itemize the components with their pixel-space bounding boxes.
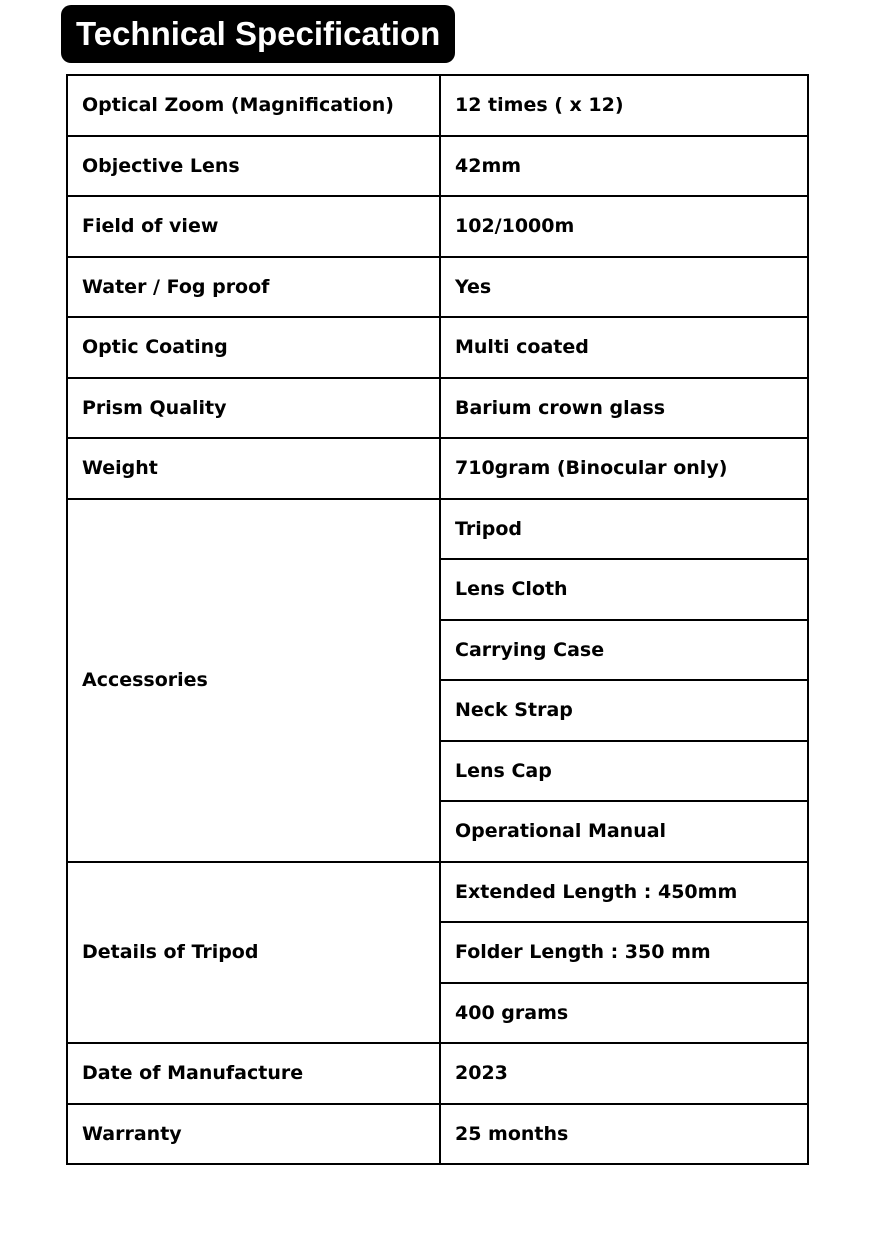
spec-value-cell: 12 times ( x 12) [440, 75, 808, 136]
spec-label-cell: Water / Fog proof [67, 257, 440, 318]
spec-value-cell: 42mm [440, 136, 808, 197]
table-row [67, 862, 808, 923]
spec-label-cell: Date of Manufacture [67, 1043, 440, 1104]
spec-value-cell: Tripod [440, 499, 808, 560]
spec-value-cell: Yes [440, 257, 808, 318]
table-row [67, 257, 808, 318]
spec-value-cell: Multi coated [440, 317, 808, 378]
table-row [67, 75, 808, 136]
table-row [67, 1043, 808, 1104]
page-title: Technical Specification [61, 5, 455, 63]
spec-label-cell: Optic Coating [67, 317, 440, 378]
spec-label-cell: Prism Quality [67, 378, 440, 439]
spec-value-cell: Carrying Case [440, 620, 808, 681]
spec-value-cell: Neck Strap [440, 680, 808, 741]
spec-value-cell: Extended Length : 450mm [440, 862, 808, 923]
spec-label-cell: Field of view [67, 196, 440, 257]
specification-table-body [67, 75, 808, 1164]
spec-label-cell: Accessories [67, 499, 440, 862]
spec-label-cell: Optical Zoom (Magnification) [67, 75, 440, 136]
spec-label-cell: Warranty [67, 1104, 440, 1165]
table-row [67, 438, 808, 499]
spec-value-cell: Lens Cloth [440, 559, 808, 620]
spec-value-cell: Operational Manual [440, 801, 808, 862]
spec-value-cell: 25 months [440, 1104, 808, 1165]
spec-label-cell: Weight [67, 438, 440, 499]
table-row [67, 196, 808, 257]
spec-label-cell: Details of Tripod [67, 862, 440, 1044]
spec-value-cell: Folder Length : 350 mm [440, 922, 808, 983]
spec-value-cell: 400 grams [440, 983, 808, 1044]
spec-label-cell: Objective Lens [67, 136, 440, 197]
table-row [67, 1104, 808, 1165]
spec-value-cell: 102/1000m [440, 196, 808, 257]
specification-table [66, 74, 809, 1165]
spec-value-cell: 710gram (Binocular only) [440, 438, 808, 499]
spec-value-cell: Barium crown glass [440, 378, 808, 439]
table-row [67, 499, 808, 560]
table-row [67, 317, 808, 378]
spec-value-cell: Lens Cap [440, 741, 808, 802]
table-row [67, 136, 808, 197]
spec-value-cell: 2023 [440, 1043, 808, 1104]
table-row [67, 378, 808, 439]
